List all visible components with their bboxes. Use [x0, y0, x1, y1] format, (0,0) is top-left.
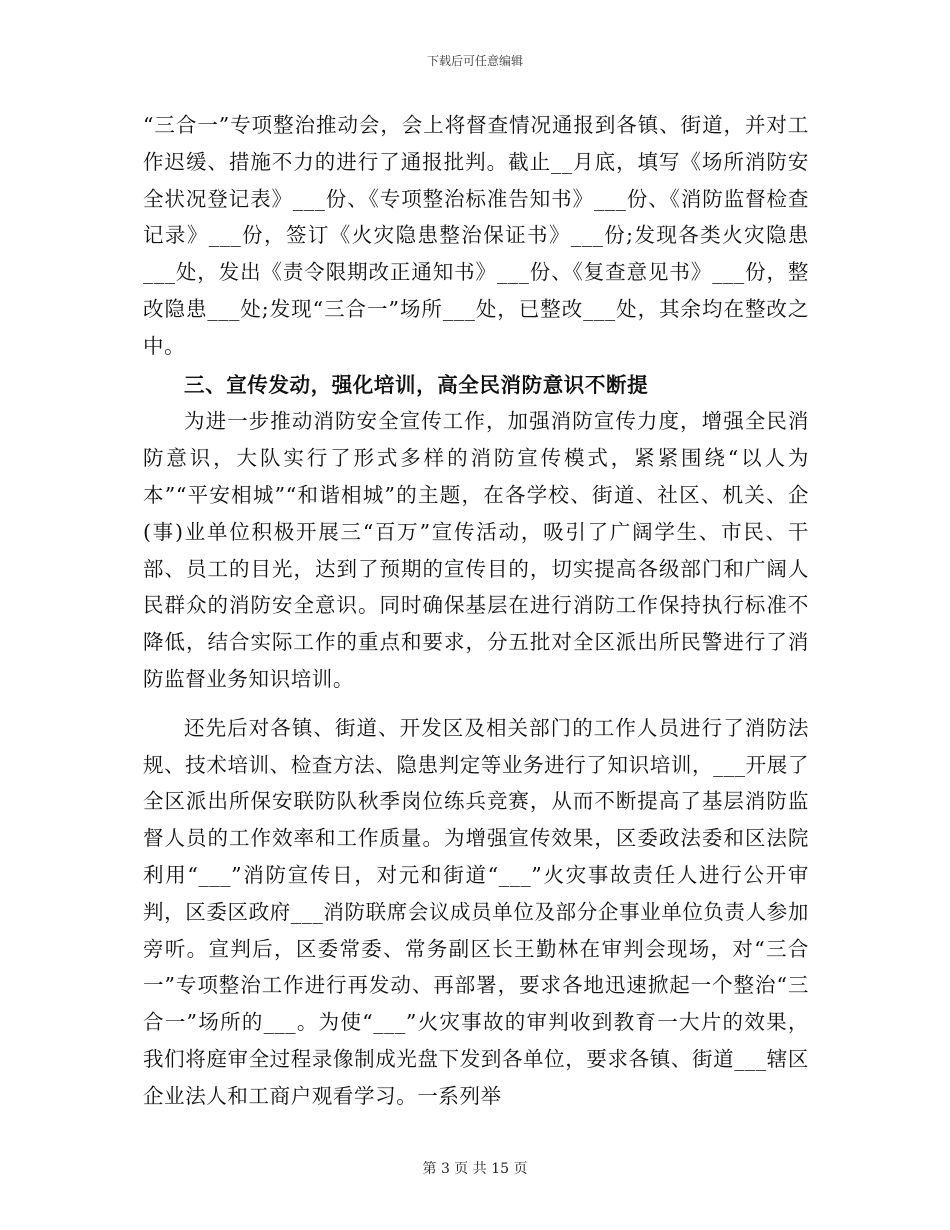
- section-heading-3: 三、宣传发动，强化培训，高全民消防意识不断提: [184, 372, 649, 397]
- document-body: [143, 107, 809, 1115]
- page-number: 第 3 页 共 15 页: [422, 1161, 528, 1177]
- paragraph-publicity: 为进一步推动消防安全宣传工作，加强消防宣传力度，增强全民消防意识，大队实行了形式多样的消防宣传模式，紧紧围绕“以人为本”“平安相城”“和谐相城”的主题，在各学校、街道、社区、机关、企(事)业单位积极开展三“百万”宣传活动，吸引了广阔学生、市民、干部、员工的目光，达到了预期的宣传目的，切实提高各级部门和广阔人民群众的消防安全意识。同时确保基层在进行消防工作保持执行标准不降低，结合实际工作的重点和要求，分五批对全区派出所民警进行了消防监督业务知识培训。: [143, 409, 809, 691]
- page-header-note: 下载后可任意编辑: [426, 54, 523, 68]
- paragraph-special-rectification: “三合一”专项整治推动会，会上将督查情况通报到各镇、街道，并对工作迟缓、措施不力的进行了通报批判。截止__月底，填写《场所消防安全状况登记表》___份、《专项整治标准告知书》___份、《消防监督检查记录》___份，签订《火灾隐患整治保证书》___份;发现各类火灾隐患___处，发出《责令限期改正通知书》___份、《复查意见书》___份，整改隐患___处;发现“三合一”场所___处，已整改___处，其余均在整改之中。: [143, 113, 809, 358]
- paragraph-training: 还先后对各镇、街道、开发区及相关部门的工作人员进行了消防法规、技术培训、检查方法、隐患判定等业务进行了知识培训，___开展了全区派出所保安联防队秋季岗位练兵竞赛，从而不断提高了基层消防监督人员的工作效率和工作质量。为增强宣传效果，区委政法委和区法院利用“___”消防宣传日，对元和街道“___”火灾事故责任人进行公开审判，区委区政府___消防联席会议成员单位及部分企事业单位负责人参加旁听。宣判后，区委常委、常务副区长王勤林在审判会现场，对“三合一”专项整治工作进行再发动、再部署，要求各地迅速掀起一个整治“三合一”场所的___。为使“___”火灾事故的审判收到教育一大片的效果，我们将庭审全过程录像制成光盘下发到各单位，要求各镇、街道___辖区企业法人和工商户观看学习。一系列举: [143, 715, 809, 1108]
